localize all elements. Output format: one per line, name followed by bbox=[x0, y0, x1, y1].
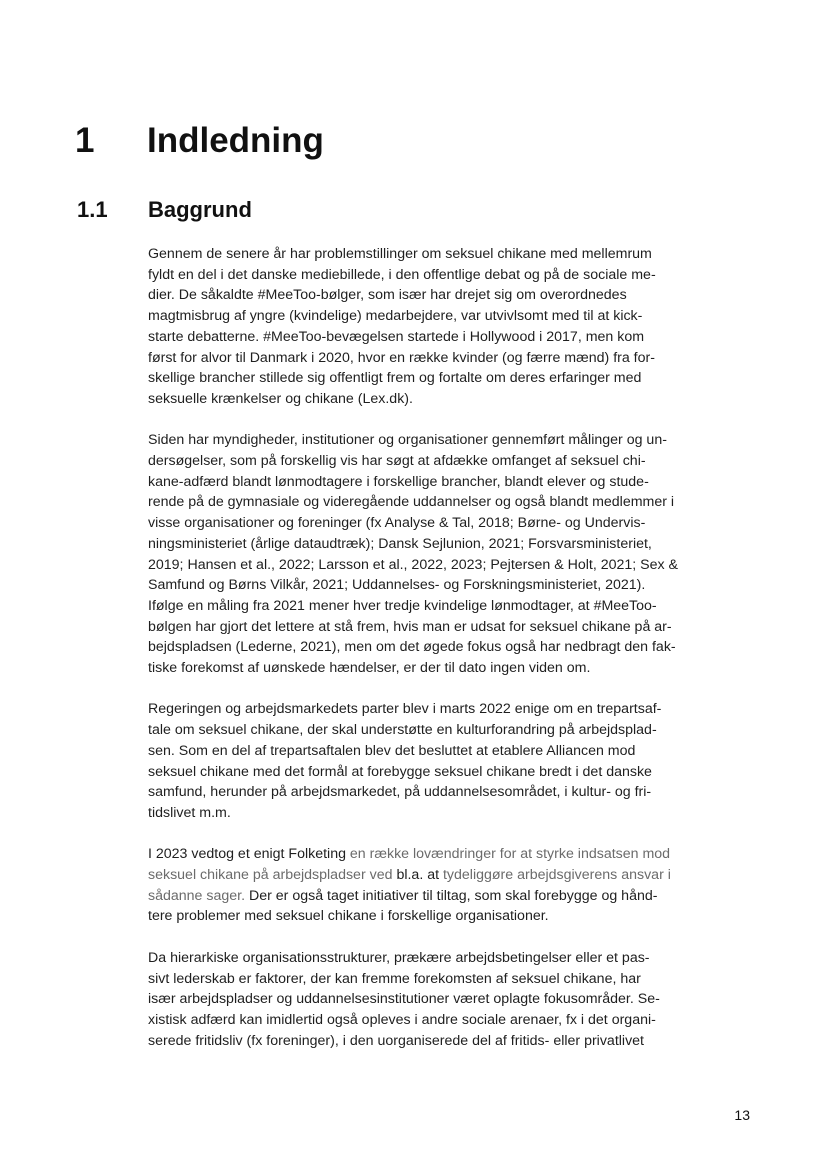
text-line: tidslivet m.m. bbox=[148, 804, 231, 821]
text-line: bølgen har gjort det lettere at stå frem, hvis man er udsat for seksuel chikane på ar- bbox=[148, 618, 672, 635]
text-line: Da hierarkiske organisationsstrukturer, prækære arbejdsbetingelser eller et pas- bbox=[148, 949, 650, 966]
text-line bbox=[148, 844, 708, 865]
text-line: samfund, herunder på arbejdsmarkedet, på uddannelsesområdet, i kultur- og fri- bbox=[148, 784, 652, 801]
page-number: 13 bbox=[734, 1107, 750, 1123]
text-line: bejdspladsen (Lederne, 2021), men om det øgede fokus også har nedbragt den fak- bbox=[148, 639, 676, 656]
paragraph-2 bbox=[148, 430, 708, 678]
text-line: skellige brancher stillede sig offentligt frem og fortalte om deres erfaringer med bbox=[148, 370, 642, 387]
text-line: xistisk adfærd kan imidlertid også opleves i andre sociale arenaer, fx i det organi- bbox=[148, 1011, 656, 1028]
text-line: seksuelle krænkelser og chikane (Lex.dk). bbox=[148, 390, 413, 407]
text-line: sivt lederskab er faktorer, der kan fremme forekomsten af seksuel chikane, har bbox=[148, 970, 641, 987]
section-number: 1.1 bbox=[77, 197, 108, 222]
text-line: tale om seksuel chikane, der skal understøtte en kulturforandring på arbejdsplad- bbox=[148, 722, 657, 739]
paragraph-5 bbox=[148, 948, 708, 1052]
paragraph-4 bbox=[148, 844, 708, 927]
employer-responsibility-link-cont[interactable]: sådanne sager. bbox=[148, 887, 246, 904]
text-segment: Der er også taget initiativer til tiltag, som skal forebygge og hånd- bbox=[245, 887, 658, 904]
text-line: seksuel chikane med det formål at forebygge seksuel chikane bredt i det danske bbox=[148, 763, 652, 780]
text-line: starte debatterne. #MeeToo-bevægelsen startede i Hollywood i 2017, men kom bbox=[148, 328, 645, 345]
text-line: tere problemer med seksuel chikane i forskellige organisationer. bbox=[148, 908, 549, 925]
paragraph-1 bbox=[148, 244, 708, 410]
text-line: dersøgelser, som på forskellig vis har søgt at afdække omfanget af seksuel chi- bbox=[148, 453, 646, 470]
text-line: rende på de gymnasiale og videregående uddannelser og også blandt medlemmer i bbox=[148, 494, 675, 511]
text-line: kane-adfærd blandt lønmodtagere i forskellige brancher, blandt elever og stude- bbox=[148, 473, 649, 490]
text-line: visse organisationer og foreninger (fx Analyse & Tal, 2018; Børne- og Undervis- bbox=[148, 515, 646, 532]
text-line bbox=[148, 886, 708, 907]
text-line: Ifølge en måling fra 2021 mener hver tredje kvindelige lønmodtager, at #MeeToo- bbox=[148, 597, 657, 614]
paragraph-3 bbox=[148, 699, 708, 823]
employer-responsibility-link[interactable]: tydeliggøre arbejdsgiverens ansvar i bbox=[442, 867, 671, 884]
text-line: Siden har myndigheder, institutioner og organisationer gennemført målinger og un- bbox=[148, 432, 667, 449]
text-line: dier. De såkaldte #MeeToo-bølger, som især har drejet sig om overordnedes bbox=[148, 287, 627, 304]
section-title: Baggrund bbox=[148, 197, 252, 222]
body-text bbox=[148, 244, 708, 1072]
chapter-title: Indledning bbox=[147, 121, 324, 160]
text-line: serede fritidsliv (fx foreninger), i den uorganiserede del af fritids- eller privatlivet bbox=[148, 1032, 644, 1049]
text-line bbox=[148, 865, 708, 886]
text-line: først for alvor til Danmark i 2020, hvor en række kvinder (og færre mænd) fra for- bbox=[148, 349, 655, 366]
text-line: Gennem de senere år har problemstillinger om seksuel chikane med mellemrum bbox=[148, 246, 652, 262]
text-line: Regeringen og arbejdsmarkedets parter blev i marts 2022 enige om en trepartsaf- bbox=[148, 701, 662, 718]
text-line: fyldt en del i det danske mediebillede, i den offentlige debat og på de sociale me- bbox=[148, 266, 656, 283]
law-amendments-link-cont[interactable]: seksuel chikane på arbejdspladser ved bbox=[148, 867, 393, 884]
text-line: Samfund og Børns Vilkår, 2021; Uddannelses- og Forskningsministeriet, 2021). bbox=[148, 577, 646, 594]
text-line: ningsministeriet (årlige dataudtræk); Dansk Sejlunion, 2021; Forsvarsministeriet, bbox=[148, 535, 652, 552]
chapter-number: 1 bbox=[75, 121, 95, 160]
text-line: tiske forekomst af uønskede hændelser, er der til dato ingen viden om. bbox=[148, 660, 591, 677]
text-line: især arbejdspladser og uddannelsesinstitutioner været oplagte fokusområder. Se- bbox=[148, 991, 660, 1008]
text-line: sen. Som en del af trepartsaftalen blev det besluttet at etablere Alliancen mod bbox=[148, 742, 636, 759]
law-amendments-link[interactable]: en række lovændringer for at styrke indsatsen mod bbox=[349, 846, 671, 863]
text-segment: bl.a. at bbox=[392, 867, 443, 884]
text-line: 2019; Hansen et al., 2022; Larsson et al., 2022, 2023; Pejtersen & Holt, 2021; Sex & bbox=[148, 556, 679, 573]
text-line: magtmisbrug af yngre (kvindelige) medarbejdere, var utvivlsomt med til at kick- bbox=[148, 308, 643, 325]
text-segment: I 2023 vedtog et enigt Folketing bbox=[148, 846, 350, 863]
